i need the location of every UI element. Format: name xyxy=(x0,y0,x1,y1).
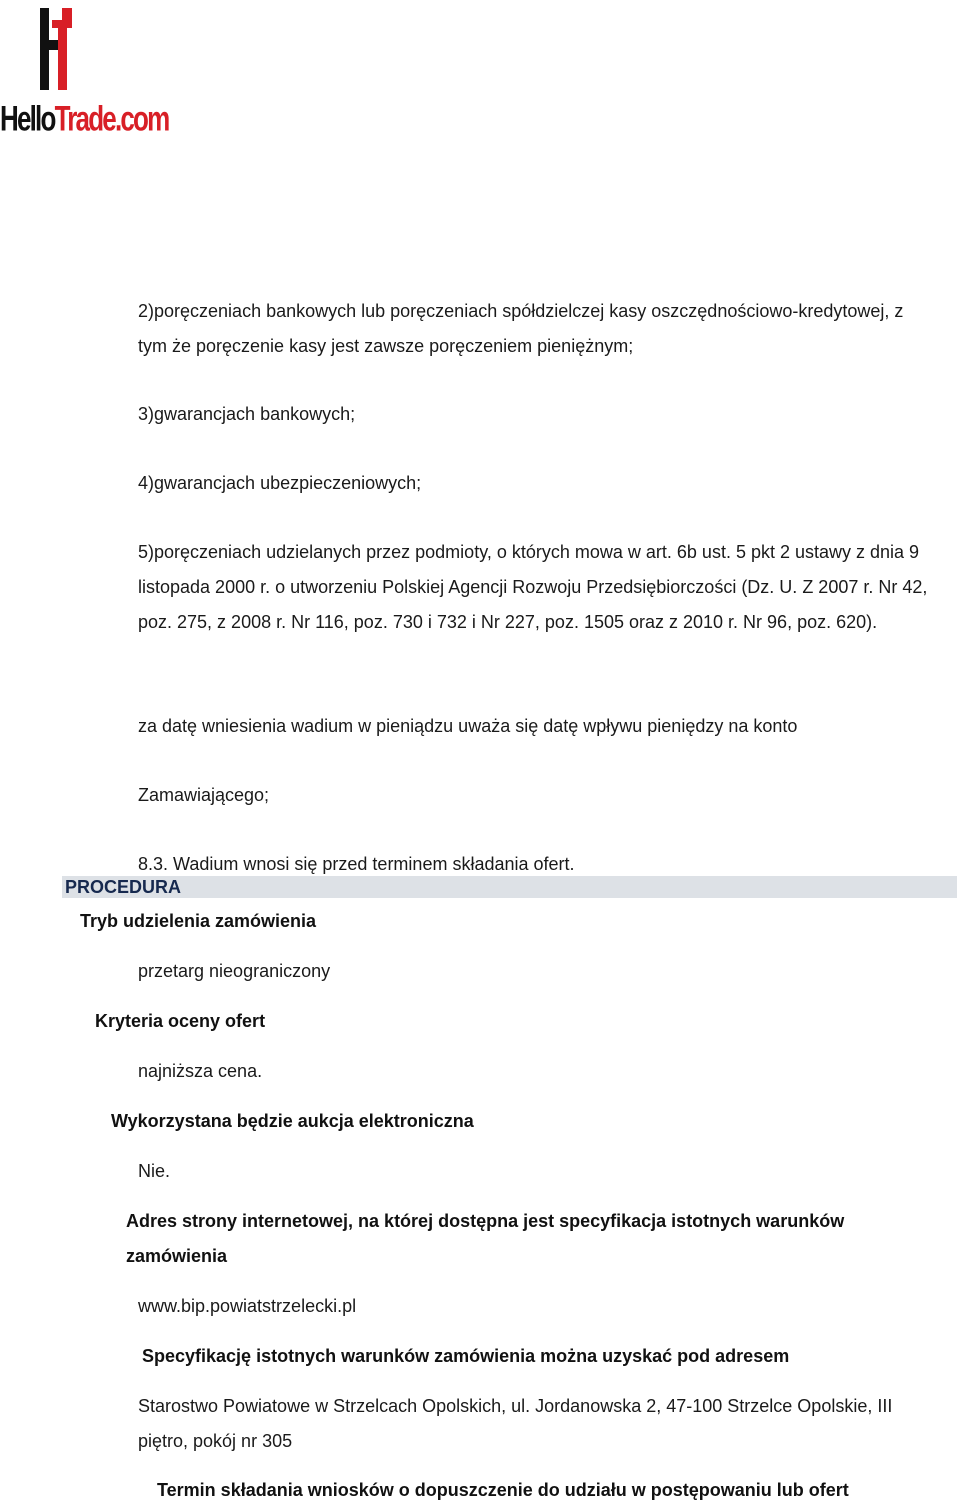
auction-label: Wykorzystana będzie aukcja elektroniczna xyxy=(111,1111,474,1131)
item-5: 5)poręczeniach udzielanych przez podmioty, o których mowa w art. 6b ust. 5 pkt 2 ustawy z dnia 9 listopada 2000 r. o utworzeniu Polskiej Agencji Rozwoju Przedsiębiorczości (Dz. U. Z 2007 r. Nr 42, poz. 275, z 2008 r. Nr 116, poz. 730 i 732 i Nr 227, poz. 1505 oraz z 2010 r. Nr 96, poz. 620). xyxy=(138,542,928,632)
item-4: 4)gwarancjach ubezpieczeniowych; xyxy=(138,473,422,493)
item-2-line-1: 2)poręczeniach bankowych lub poręczeniach spółdzielczej kasy oszczędnościowo-kredytowej, z xyxy=(138,301,904,321)
spec-address-value: Starostwo Powiatowe w Strzelcach Opolskich, ul. Jordanowska 2, 47-100 Strzelce Opolskie, III piętro, pokój nr 305 xyxy=(138,1396,893,1451)
wadium-note-line-2: Zamawiającego; xyxy=(138,785,270,805)
mode-value: przetarg nieograniczony xyxy=(138,961,331,981)
procedure-section-title: PROCEDURA xyxy=(65,877,182,897)
mode-label: Tryb udzielenia zamówienia xyxy=(80,911,317,931)
deadline-label: Termin składania wniosków o dopuszczenie do udziału w postępowaniu lub ofert xyxy=(157,1480,849,1500)
item-2-line-2: tym że poręczenie kasy jest zawsze poręczeniem pieniężnym; xyxy=(138,336,634,356)
procedure-section-header xyxy=(62,876,957,898)
criteria-value: najniższa cena. xyxy=(138,1061,263,1081)
item-3: 3)gwarancjach bankowych; xyxy=(138,404,356,424)
hellotrade-monogram-icon xyxy=(0,6,122,102)
hellotrade-logo[interactable] xyxy=(0,6,169,139)
wadium-note-line-1: za datę wniesienia wadium w pieniądzu uważa się datę wpływu pieniędzy na konto xyxy=(138,716,798,736)
auction-value: Nie. xyxy=(138,1161,171,1181)
item-8-3: 8.3. Wadium wnosi się przed terminem składania ofert. xyxy=(138,854,575,874)
spec-url-label: Adres strony internetowej, na której dostępna jest specyfikacja istotnych warunków zamówienia xyxy=(126,1211,845,1266)
logo-wordmark: HelloTrade.com xyxy=(0,98,169,139)
spec-url-value[interactable]: www.bip.powiatstrzelecki.pl xyxy=(138,1296,357,1316)
spec-address-label: Specyfikację istotnych warunków zamówienia można uzyskać pod adresem xyxy=(142,1346,790,1366)
criteria-label: Kryteria oceny ofert xyxy=(95,1011,266,1031)
